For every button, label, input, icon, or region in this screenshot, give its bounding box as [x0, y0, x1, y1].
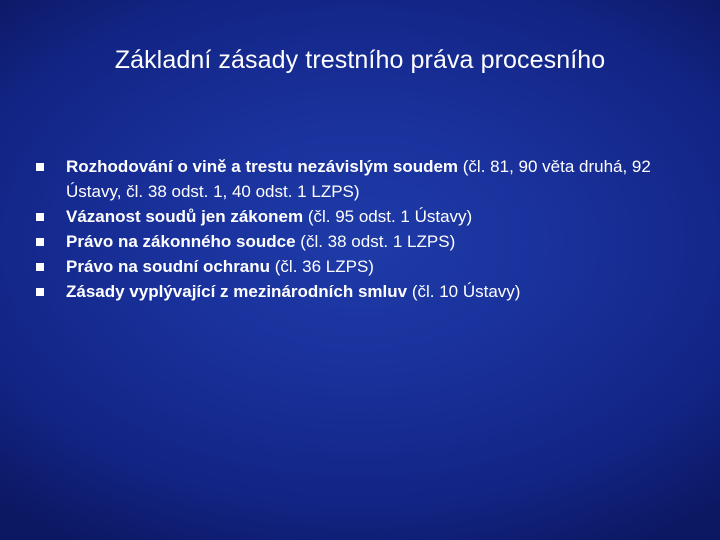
bullet-citation: (čl. 10 Ústavy)	[407, 282, 521, 301]
list-item	[36, 204, 676, 229]
bullet-bold-text: Vázanost soudů jen zákonem	[66, 207, 304, 226]
bullet-bold-text: Rozhodování o vině a trestu nezávislým soudem	[66, 157, 459, 176]
list-item	[36, 254, 676, 279]
bullet-citation: (čl. 38 odst. 1 LZPS)	[295, 232, 456, 251]
bullet-bold-text: Právo na zákonného soudce	[66, 232, 296, 251]
slide-title: Základní zásady trestního práva procesního	[114, 46, 606, 74]
bullet-citation: (čl. 81, 90 věta druhá, 92 Ústavy, čl. 38 odst. 1, 40 odst. 1 LZPS)	[66, 157, 651, 201]
bullet-list	[36, 154, 676, 304]
bullet-citation: (čl. 36 LZPS)	[270, 257, 374, 276]
square-bullet-icon	[36, 163, 44, 171]
list-item	[36, 154, 676, 204]
bullet-bold-text: Právo na soudní ochranu	[66, 257, 271, 276]
bullet-citation: (čl. 95 odst. 1 Ústavy)	[303, 207, 473, 226]
list-item	[36, 229, 676, 254]
bullet-bold-text: Zásady vyplývající z mezinárodních smluv	[66, 282, 408, 301]
square-bullet-icon	[36, 213, 44, 221]
list-item	[36, 279, 676, 304]
square-bullet-icon	[36, 288, 44, 296]
square-bullet-icon	[36, 263, 44, 271]
square-bullet-icon	[36, 238, 44, 246]
